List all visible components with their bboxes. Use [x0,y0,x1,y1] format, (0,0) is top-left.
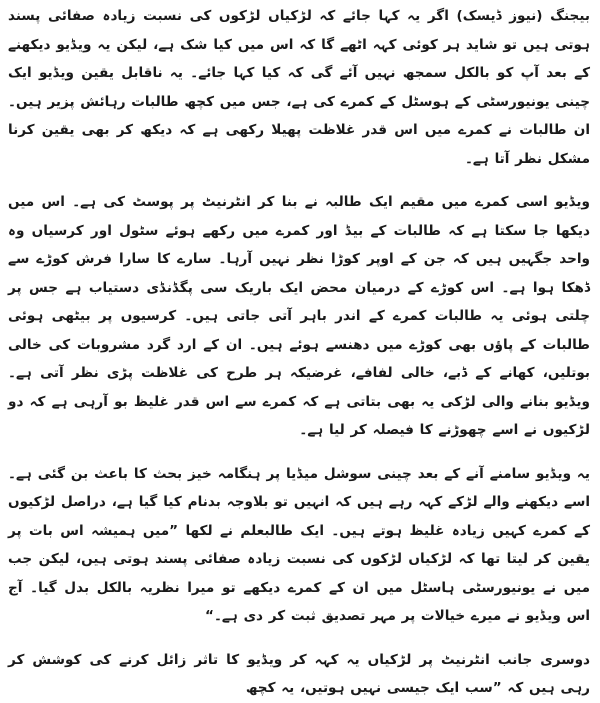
article-paragraph-2: ویڈیو اسی کمرے میں مقیم ایک طالبہ نے بنا کر انٹرنیٹ پر پوسٹ کی ہے۔ اس میں دیکھا جا سکتا ہے کہ طالبات کے بیڈ اور کمرے میں رکھے ہوئے سٹول اور کرسیاں وہ واحد جگہیں ہیں کہ جن کے اوپر کوڑا نظر نہیں آرہا۔ سارے کا سارا فرش کوڑے سے ڈھکا ہوا ہے۔ اس کوڑے کے درمیان محض ایک باریک سی پگڈنڈی دستیاب ہے جس پر چلتی ہوئی یہ طالبات کمرے کے اندر باہر آتی جاتی ہیں۔ کرسیوں پر بیٹھی ہوئی طالبات کے پاؤں بھی کوڑے میں دھنسے ہوئے ہیں۔ ان کے ارد گرد مشروبات کی خالی بوتلیں، کھانے کے ڈبے، خالی لفافے، غرضیکہ ہر طرح کی غلاظت پڑی نظر آتی ہے۔ ویڈیو بنانے والی لڑکی یہ بھی بتاتی ہے کہ کمرے سے اس قدر غلیظ بو آرہی ہے کہ دو لڑکیوں نے اسے چھوڑنے کا فیصلہ کر لیا ہے۔ [8,194,590,438]
article-paragraph-1: بیجنگ (نیوز ڈیسک) اگر یہ کہا جائے کہ لڑکیاں لڑکوں کی نسبت زیادہ صفائی پسند ہوتی ہیں تو شاید ہر کوئی کہہ اٹھے گا کہ اس میں کیا شک ہے، لیکن یہ ویڈیو دیکھنے کے بعد آپ کو بالکل سمجھ نہیں آئے گی کہ کیا کہا جائے۔ یہ ناقابل یقین ویڈیو ایک چینی یونیورسٹی کے ہوسٹل کے کمرے کی ہے، جس میں کچھ طالبات رہائش پزیر ہیں۔ ان طالبات نے کمرے میں اس قدر غلاظت پھیلا رکھی ہے کہ دیکھ کر بھی یقین کرنا مشکل نظر آتا ہے۔ [8,8,590,167]
article-paragraph-4: دوسری جانب انٹرنیٹ پر لڑکیاں یہ کہہ کر ویڈیو کا تاثر زائل کرنے کی کوشش کر رہی ہیں کہ ”سب ایک جیسی نہیں ہوتیں، یہ کچھ [8,651,590,696]
article-paragraph-3: یہ ویڈیو سامنے آنے کے بعد چینی سوشل میڈیا پر ہنگامہ خیز بحث کا باعث بن گئی ہے۔ اسے دیکھنے والے لڑکے کہہ رہے ہیں کہ انہیں تو بلاوجہ بدنام کیا گیا ہے، دراصل لڑکیوں کے کمرے کہیں زیادہ غلیظ ہوتے ہیں۔ ایک طالبعلم نے لکھا ”میں ہمیشہ اس بات پر یقین کر لیتا تھا کہ لڑکیاں لڑکوں کی نسبت زیادہ صفائی پسند ہوتی ہیں، لیکن جب میں نے یونیورسٹی ہاسٹل میں ان کے کمرے دیکھے تو میرا نظریہ بالکل بدل گیا۔ آج اس ویڈیو نے میرے خیالات پر مہر تصدیق ثبت کر دی ہے۔“ [8,465,590,624]
